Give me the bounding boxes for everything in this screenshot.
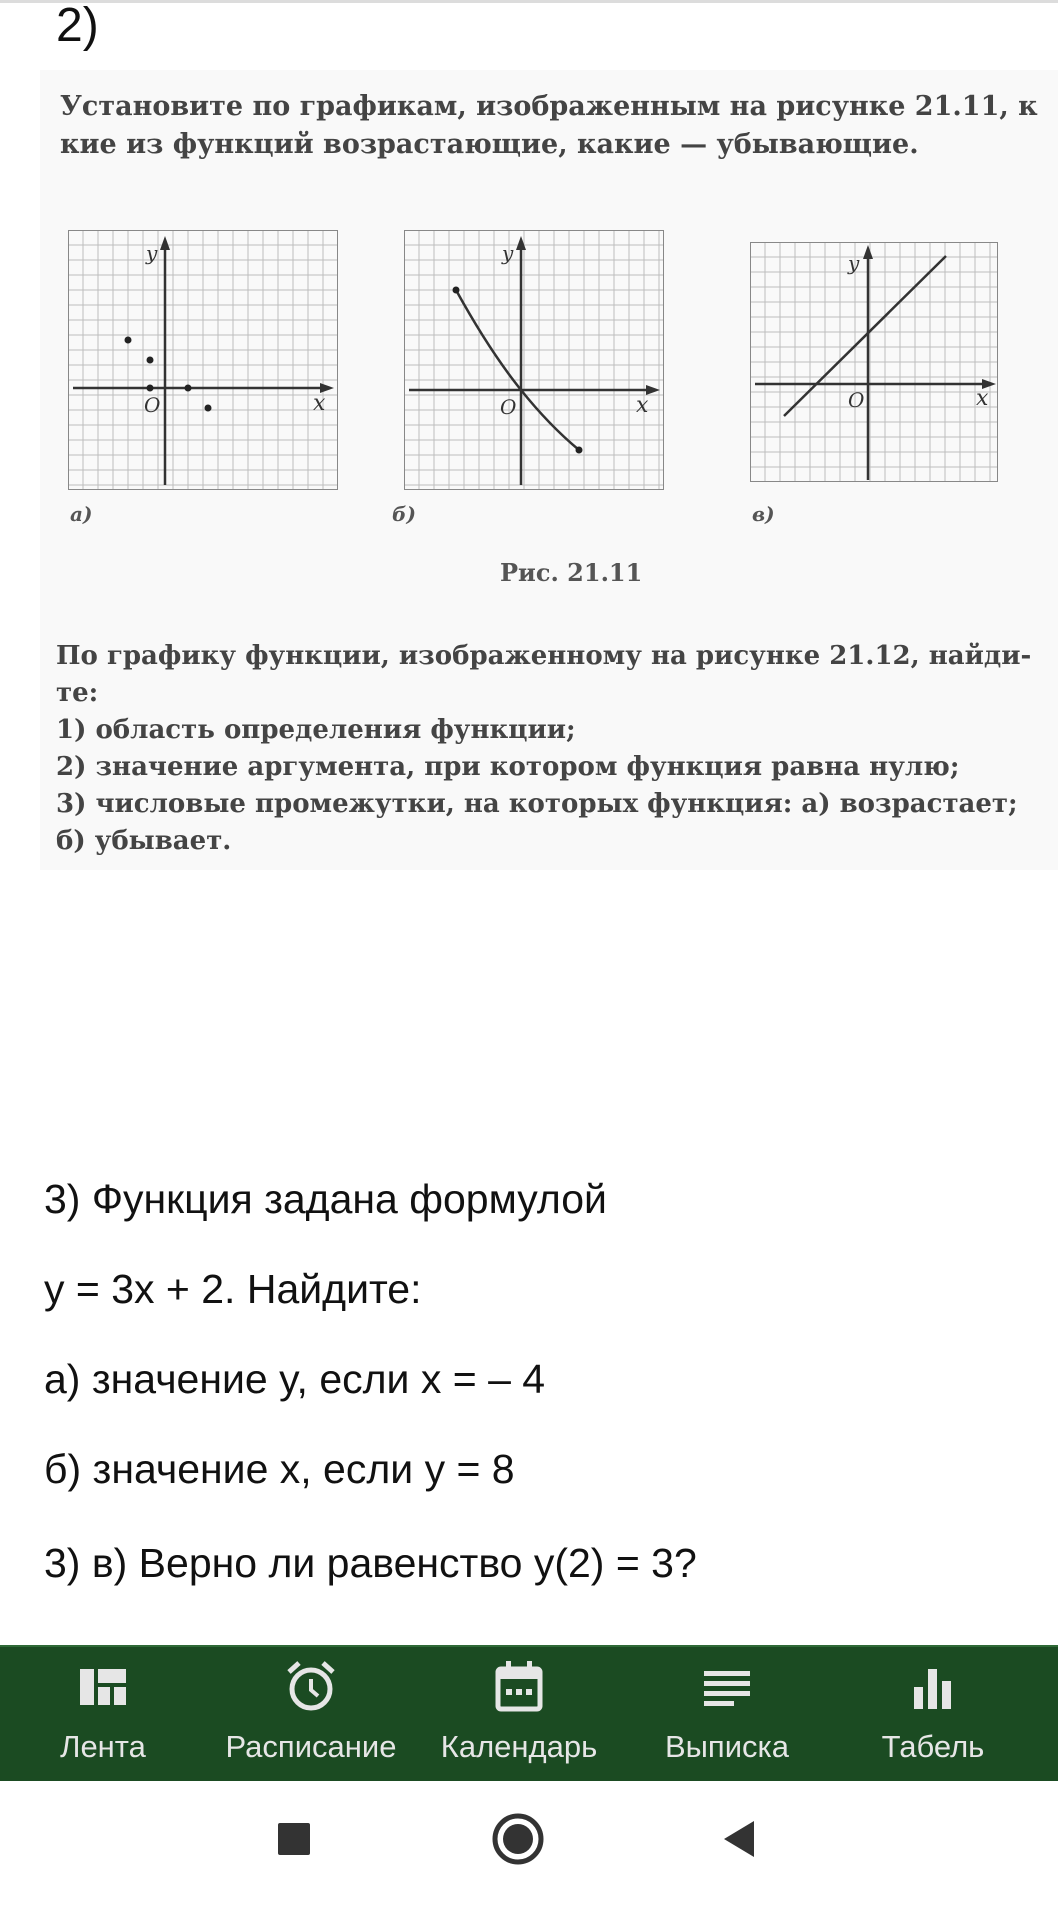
text-line: те: xyxy=(56,678,99,708)
figure-caption: Рис. 21.11 xyxy=(500,558,643,587)
graph-c-y-label: y xyxy=(848,251,860,275)
nav-label-schedule: Расписание xyxy=(225,1729,397,1764)
graph-b-origin-label: O xyxy=(500,395,517,419)
text-line: 3) числовые промежутки, на которых функция: а) возрастает; xyxy=(56,789,1018,819)
nav-item-statement[interactable] xyxy=(627,1645,827,1781)
text-line: По графику функции, изображенному на рисунке 21.12, найди- xyxy=(56,641,1032,671)
home-circle-icon[interactable] xyxy=(488,1809,548,1869)
nav-item-schedule[interactable] xyxy=(211,1645,411,1781)
task-paragraph-2 xyxy=(56,638,1031,860)
text-line: кие из функций возрастающие, какие — убывающие. xyxy=(60,129,919,160)
graph-b-label: б) xyxy=(392,502,416,526)
graph-a-x-label: x xyxy=(313,391,326,416)
page-top-divider xyxy=(0,0,1058,3)
text-line: Установите по графикам, изображенным на рисунке 21.11, к xyxy=(60,91,1038,122)
question-line-5: 3) в) Верно ли равенство y(2) = 3? xyxy=(44,1540,697,1586)
feed-icon xyxy=(78,1659,128,1715)
graph-a-origin-label: O xyxy=(144,393,161,417)
back-triangle-icon[interactable] xyxy=(710,1809,770,1869)
graph-b xyxy=(404,230,664,490)
graph-c-label: в) xyxy=(752,502,775,526)
system-navigation-bar xyxy=(0,1781,1058,1911)
alarm-clock-icon xyxy=(286,1659,336,1715)
text-line: б) убывает. xyxy=(56,826,232,856)
nav-item-report-card[interactable] xyxy=(833,1645,1033,1781)
bar-chart-icon xyxy=(908,1659,958,1715)
text-line: 2) значение аргумента, при котором функция равна нулю; xyxy=(56,752,960,782)
recents-square-icon[interactable] xyxy=(264,1809,324,1869)
nav-label-calendar: Календарь xyxy=(440,1729,598,1764)
nav-label-feed: Лента xyxy=(60,1729,146,1764)
textbook-scan-image xyxy=(40,70,1058,870)
graph-c-x-label: x xyxy=(976,386,989,411)
list-icon xyxy=(702,1659,752,1715)
nav-label-statement: Выписка xyxy=(664,1729,790,1764)
nav-label-report-card: Табель xyxy=(881,1729,985,1764)
graph-a xyxy=(68,230,338,490)
graph-a-y-label: y xyxy=(146,241,158,265)
question-line-2: y = 3x + 2. Найдите: xyxy=(44,1266,422,1312)
question-line-4: б) значение x, если y = 8 xyxy=(44,1446,515,1492)
graph-a-label: а) xyxy=(70,502,93,526)
bottom-navigation-bar xyxy=(0,1645,1058,1781)
task-paragraph-1 xyxy=(60,88,1058,164)
nav-item-feed[interactable] xyxy=(3,1645,203,1781)
graph-b-y-label: y xyxy=(502,241,514,265)
question-line-3: а) значение y, если x = – 4 xyxy=(44,1356,546,1402)
graph-b-x-label: x xyxy=(636,393,649,418)
task-number: 2) xyxy=(56,0,99,52)
text-line: 1) область определения функции; xyxy=(56,715,576,745)
nav-item-calendar[interactable] xyxy=(419,1645,619,1781)
question-line-1: 3) Функция задана формулой xyxy=(44,1176,607,1222)
graph-c-origin-label: O xyxy=(848,388,865,412)
calendar-icon xyxy=(494,1659,544,1715)
graph-c xyxy=(750,242,998,482)
